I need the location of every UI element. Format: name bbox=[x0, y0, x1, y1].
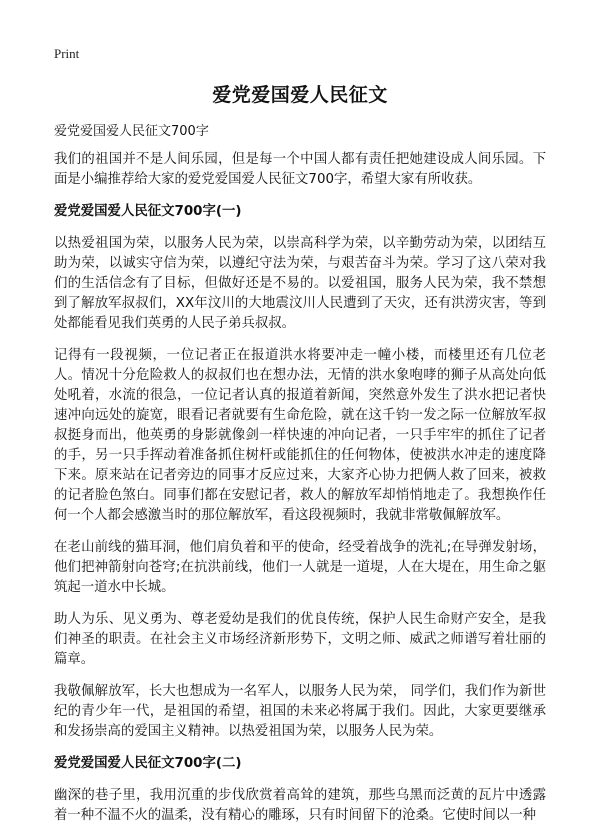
print-link[interactable]: Print bbox=[54, 46, 80, 61]
page-title: 爱党爱国爱人民征文 bbox=[212, 84, 388, 106]
section-1-paragraph-5: 我敬佩解放军，长大也想成为一名军人，以服务人民为荣， 同学们，我们作为新世纪的青少年一代，是祖国的希望，祖国的未来必将属于我们。因此，大家更要继承和发扬崇高的爱国主义精神。以热爱祖国为荣，以服务人民为荣。 bbox=[54, 684, 546, 739]
section-2-paragraph-1: 幽深的巷子里，我用沉重的步伐欣赏着高耸的建筑，那些乌黑而泛黄的瓦片中透露着一种不温不火的温柔，没有精心的雕琢，只有时间留下的沧桑。它使时间以一种 bbox=[54, 788, 546, 823]
article-body bbox=[54, 150, 546, 828]
section-1-paragraph-4: 助人为乐、见义勇为、尊老爱幼是我们的优良传统，保护人民生命财产安全，是我们神圣的职责。在社会主义市场经济新形势下，文明之师、威武之师谱写着壮丽的篇章。 bbox=[54, 612, 546, 667]
section-1-paragraph-3: 在老山前线的猫耳洞，他们肩负着和平的使命，经受着战争的洗礼;在导弹发射场，他们把神箭射向苍穹;在抗洪前线，他们一人就是一道堤，人在大堤在，用生命之躯筑起一道水中长城。 bbox=[54, 540, 546, 595]
document-subtitle: 爱党爱国爱人民征文700字 bbox=[54, 124, 209, 139]
intro-paragraph: 我们的祖国并不是人间乐园，但是每一个中国人都有责任把她建设成人间乐园。下面是小编推荐给大家的爱党爱国爱人民征文700字，希望大家有所收获。 bbox=[54, 152, 546, 187]
section-heading-1: 爱党爱国爱人民征文700字(一) bbox=[54, 204, 242, 219]
section-1-paragraph-2: 记得有一段视频，一位记者正在报道洪水将要冲走一幢小楼，而楼里还有几位老人。情况十分危险救人的叔叔们也在想办法，无情的洪水象咆哮的狮子从高处向低处吼着，水流的很急，一位记者认真的报道着新闻，突然意外发生了洪水把记者快速冲向远处的旋宽，眼看记者就要有生命危险，就在这千钧一发之际一位解放军叔叔挺身而出，他英勇的身影就像剑一样快速的冲向记者，一只手牢牢的抓住了记者的手，另一只手挥动着准备抓住树杆或能抓住的任何物体，使被洪水冲走的速度降下来。原来站在记者旁边的同事才反应过来，大家齐心协力把俩人救了回来，被救的记者脸色煞白。同事们都在安慰记者，救人的解放军却悄悄地走了。我想换作任何一个人都会感激当时的那位解放军，看这段视频时，我就非常敬佩解放军。 bbox=[54, 348, 546, 523]
section-1-paragraph-1: 以热爱祖国为荣，以服务人民为荣，以崇高科学为荣，以辛勤劳动为荣，以团结互助为荣，以诚实守信为荣，以遵纪守法为荣，与艰苦奋斗为荣。学习了这八荣对我们的生活信念有了目标，但做好还是不易的。以爱祖国，服务人民为荣，我不禁想到了解放军叔叔们，XX年汶川的大地震汶川人民遭到了天灾，还有洪涝灾害，等到处都能看见我们英勇的人民子弟兵叔叔。 bbox=[54, 236, 546, 331]
section-heading-2: 爱党爱国爱人民征文700字(二) bbox=[54, 756, 242, 771]
